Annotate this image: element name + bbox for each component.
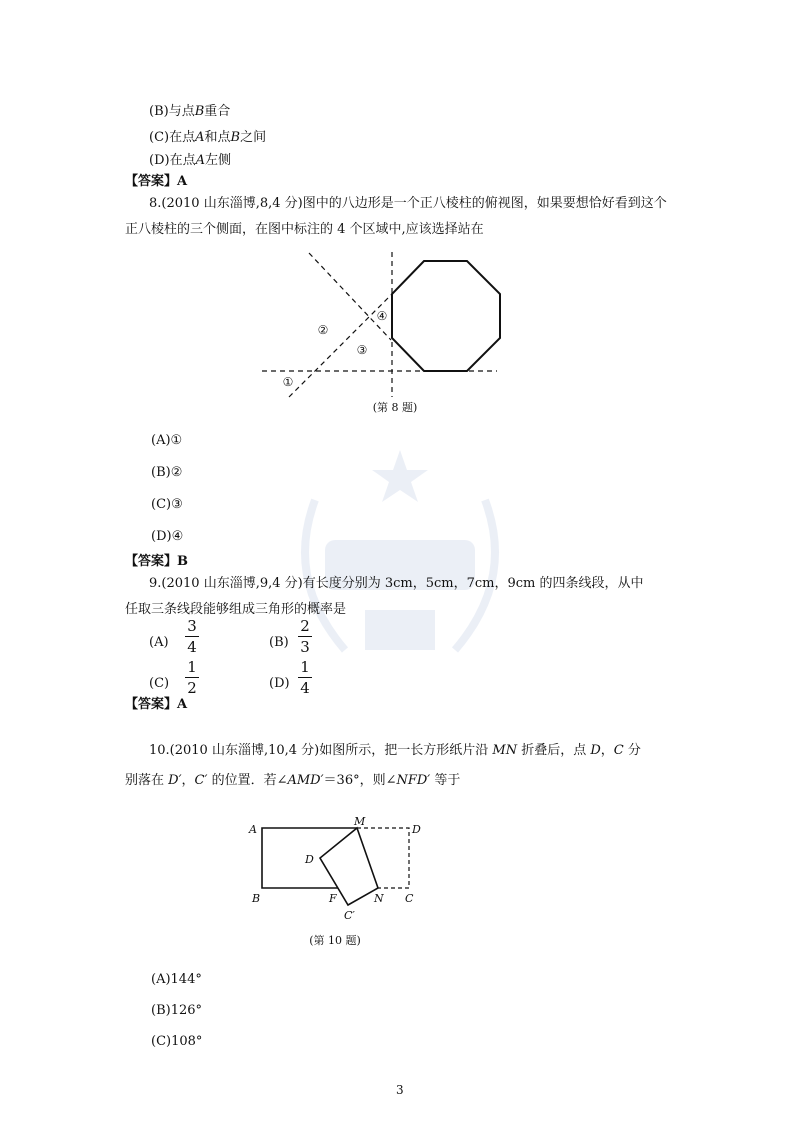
q8-region-3: ③ (356, 343, 368, 357)
q8-caption: (第 8 题) (372, 401, 418, 414)
q9-option-b-label: (B) (269, 635, 289, 650)
q10-label-c: C (405, 892, 414, 905)
q10-label-d-top: D (412, 823, 421, 836)
q8-dashed-line-left (309, 253, 391, 340)
q10-text-line2: 别落在 D′，C′ 的位置．若∠AMD′＝36°，则∠NFD′ 等于 (125, 773, 461, 788)
q10-label-m: M (354, 815, 366, 828)
watermark-logo (285, 440, 515, 680)
q10-label-f: F (329, 892, 337, 905)
q8-region-1: ① (282, 375, 294, 389)
option-d-prev: (D)在点A左侧 (149, 153, 231, 168)
q10-label-c-prime: C′ (344, 909, 355, 922)
q9-option-b-fraction: 2 3 (298, 617, 312, 656)
q8-option-d: (D)④ (151, 529, 184, 544)
q8-region-4: ④ (376, 309, 388, 323)
q9-option-d-label: (D) (269, 676, 290, 691)
q9-option-a-fraction: 3 4 (185, 617, 199, 656)
q10-label-a: A (249, 823, 257, 836)
q9-text-line1: 9.(2010 山东淄博,9,4 分)有长度分别为 3cm，5cm，7cm，9cm 的四条线段，从中 (149, 576, 644, 591)
q9-option-c-fraction: 1 2 (185, 658, 199, 697)
q10-rectangle-solid (262, 828, 357, 888)
q8-option-b: (B)② (151, 465, 183, 480)
q8-text-line2: 正八棱柱的三个侧面，在图中标注的 4 个区域中,应该选择站在 (125, 222, 484, 237)
option-c-prev: (C)在点A和点B之间 (149, 130, 267, 145)
option-b-prev: (B)与点B重合 (149, 104, 231, 119)
q10-option-b: (B)126° (151, 1003, 203, 1018)
q8-octagon (392, 261, 500, 371)
q9-option-d-fraction: 1 4 (298, 658, 312, 697)
q10-folded-part (320, 828, 378, 905)
q8-answer: 【答案】B (125, 554, 188, 569)
q9-option-a-label: (A) (149, 635, 169, 650)
q10-text-line1: 10.(2010 山东淄博,10,4 分)如图所示，把一长方形纸片沿 MN 折叠后，点 D，C 分 (149, 743, 641, 758)
q10-option-c: (C)108° (151, 1034, 203, 1049)
q10-label-n: N (374, 892, 384, 905)
q9-option-c-label: (C) (149, 676, 170, 691)
q10-label-d: D (305, 853, 314, 866)
q8-region-2: ② (317, 323, 329, 337)
q8-option-c: (C)③ (151, 497, 183, 512)
answer-prev: 【答案】A (125, 174, 188, 189)
q9-answer: 【答案】A (125, 697, 188, 712)
q8-dashed-line-diagonal (289, 293, 393, 397)
q10-rectangle-dashed (357, 828, 409, 888)
q10-label-b: B (252, 892, 261, 905)
q8-text-line1: 8.(2010 山东淄博,8,4 分)图中的八边形是一个正八棱柱的俯视图，如果要想恰好看到这个 (149, 196, 667, 211)
page-number: 3 (396, 1083, 404, 1097)
q10-caption: (第 10 题) (309, 934, 361, 947)
q10-option-a: (A)144° (151, 972, 202, 987)
q8-option-a: (A)① (151, 433, 183, 448)
q9-text-line2: 任取三条线段能够组成三角形的概率是 (125, 602, 347, 617)
